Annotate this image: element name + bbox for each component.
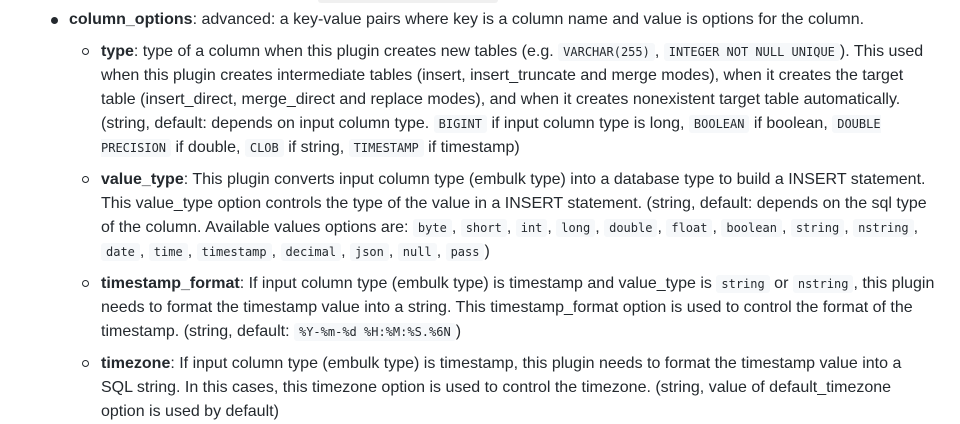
timestamp-format-code-string: string xyxy=(716,275,769,293)
type-code-boolean: BOOLEAN xyxy=(689,115,750,133)
column-options-term: column_options xyxy=(69,11,193,28)
type-text-8: if timestamp) xyxy=(423,139,520,156)
type-code-timestamp: TIMESTAMP xyxy=(349,139,424,157)
type-text-5: if boolean, xyxy=(749,115,833,132)
value-type-option-separator: , xyxy=(139,243,149,260)
bullet-circle-icon xyxy=(82,280,89,287)
bullet-circle-icon xyxy=(82,176,89,183)
type-code-clob: CLOB xyxy=(245,139,284,157)
type-term: type xyxy=(101,43,134,60)
bullet-circle-icon xyxy=(82,360,89,367)
value-type-option-code: decimal xyxy=(281,243,342,261)
value-type-option-code: pass xyxy=(446,243,485,261)
value-type-option-separator: , xyxy=(712,219,722,236)
timestamp-format-text-2: or xyxy=(769,275,793,292)
value-type-option-code: nstring xyxy=(853,219,914,237)
type-code-bigint: BIGINT xyxy=(434,115,487,133)
value-type-option-code: long xyxy=(556,219,595,237)
timestamp-format-code-nstring: nstring xyxy=(793,275,854,293)
value-type-option-code: null xyxy=(398,243,437,261)
timezone-item xyxy=(69,352,937,424)
type-text-7: if string, xyxy=(283,139,349,156)
value-type-option-separator: , xyxy=(388,243,398,260)
value-type-option-separator: , xyxy=(657,219,667,236)
type-text-2: , xyxy=(654,43,664,60)
value-type-option-separator: , xyxy=(451,219,461,236)
type-code-varchar: VARCHAR(255) xyxy=(558,43,655,61)
type-text-1: : type of a column when this plugin creates new tables (e.g. xyxy=(133,43,559,60)
value-type-option-code: double xyxy=(604,219,657,237)
timestamp-format-term: timestamp_format xyxy=(101,275,240,292)
bullet-disc-icon xyxy=(51,17,58,24)
value-type-text-1: : This plugin converts input column type (embulk type) into a database type to build a INSERT statement. This value_type option controls the type of the value in a INSERT statement. (string, default: depends on the sql type of the column. Available values options are: xyxy=(101,171,927,236)
column-options-sublist xyxy=(69,40,960,424)
value-type-option-code: string xyxy=(791,219,844,237)
timezone-term: timezone xyxy=(101,355,171,372)
value-type-option-separator: , xyxy=(913,219,919,236)
value-type-option-code: date xyxy=(101,243,140,261)
value-type-option-code: boolean xyxy=(721,219,782,237)
value-type-option-separator: , xyxy=(436,243,446,260)
value-type-option-code: int xyxy=(516,219,548,237)
value-type-term: value_type xyxy=(101,171,184,188)
cut-off-code-remnant xyxy=(318,0,498,3)
value-type-option-separator: , xyxy=(595,219,605,236)
type-text-6: if double, xyxy=(171,139,245,156)
value-type-option-separator: , xyxy=(271,243,281,260)
value-type-option-code: json xyxy=(350,243,389,261)
value-type-option-separator: , xyxy=(781,219,791,236)
value-type-option-code: time xyxy=(149,243,188,261)
value-type-option-separator: , xyxy=(844,219,854,236)
value-type-option-separator: , xyxy=(341,243,350,260)
value-type-option-separator: , xyxy=(547,219,557,236)
value-type-option-code: float xyxy=(666,219,712,237)
value-type-option-code: short xyxy=(461,219,507,237)
timestamp-format-text-1: : If input column type (embulk type) is timestamp and value_type is xyxy=(239,275,717,292)
timezone-desc: : If input column type (embulk type) is timestamp, this plugin needs to format the timestamp value into a SQL string. In this cases, this timezone option is used to control the timezone. (string, value of default_timezone option is used by default) xyxy=(101,355,902,420)
value-type-item xyxy=(69,168,937,264)
type-text-4: if input column type is long, xyxy=(487,115,689,132)
bullet-circle-icon xyxy=(82,48,89,55)
options-list xyxy=(0,8,960,424)
column-options-desc: : advanced: a key-value pairs where key is a column name and value is options for the column. xyxy=(192,11,865,28)
type-text-3: ). This used when this plugin creates intermediate tables (insert, insert_truncate and merge modes), when it creates the target table (insert_direct, merge_direct and replace modes), and when it creates nonexistent target table automatically. (string, default: depends on input column type. xyxy=(101,43,924,132)
value-type-option-code: byte xyxy=(413,219,452,237)
type-code-integer: INTEGER NOT NULL UNIQUE xyxy=(664,43,840,61)
timestamp-format-text-3: , this plugin needs to format the timestamp value into a string. This timestamp_format option is used to control the format of the timestamp. (string, default: xyxy=(101,275,935,340)
type-code-double: DOUBLE PRECISION xyxy=(101,117,881,155)
value-type-text-2: ) xyxy=(484,243,490,260)
value-type-option-code: timestamp xyxy=(197,243,272,261)
timestamp-format-text-4: ) xyxy=(455,323,462,340)
type-item xyxy=(69,40,937,160)
value-type-option-separator: , xyxy=(187,243,197,260)
column-options-item xyxy=(0,8,960,424)
timestamp-format-item xyxy=(69,272,937,344)
timestamp-format-code-default: %Y-%m-%d %H:%M:%S.%6N xyxy=(294,323,456,341)
value-type-option-separator: , xyxy=(506,219,516,236)
